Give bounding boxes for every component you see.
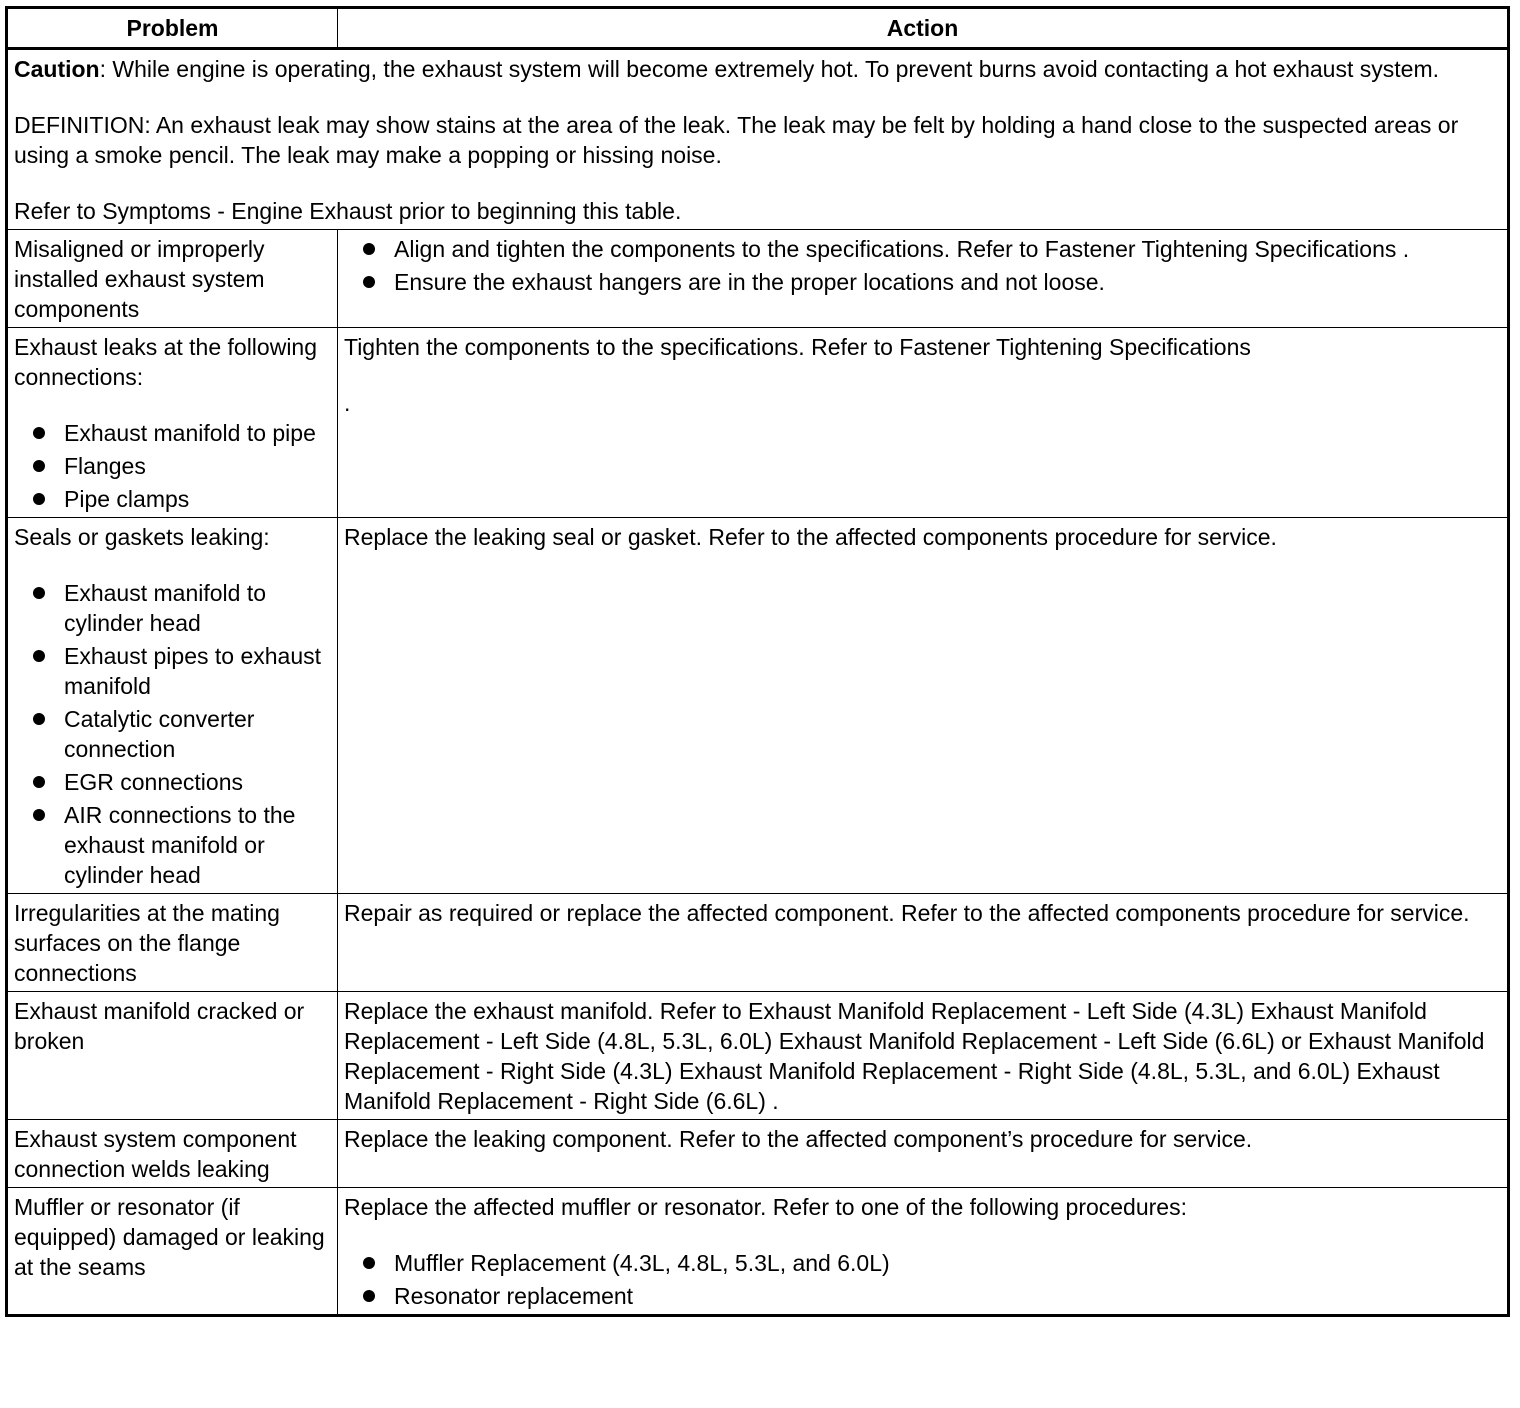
list-item: Exhaust pipes to exhaust manifold — [14, 641, 331, 701]
header-action: Action — [338, 8, 1509, 49]
diagnostic-table — [5, 6, 1510, 1317]
table-row — [7, 1120, 1509, 1188]
action-text: Replace the leaking component. Refer to the affected component’s procedure for service. — [344, 1126, 1253, 1152]
caution-label: Caution — [14, 56, 100, 82]
action-cell — [338, 894, 1509, 992]
action-text: Tighten the components to the specifications. Refer to Fastener Tightening Specifications — [344, 334, 1251, 360]
list-item: Exhaust manifold to cylinder head — [14, 578, 331, 638]
bullet-icon — [363, 276, 375, 288]
action-cell — [338, 1120, 1509, 1188]
list-item: Catalytic converter connection — [14, 704, 331, 764]
list-item: Ensure the exhaust hangers are in the proper locations and not loose. — [344, 267, 1501, 297]
problem-cell — [7, 1120, 338, 1188]
caution-text: : While engine is operating, the exhaust system will become extremely hot. To prevent burns avoid contacting a hot exhaust system. — [99, 56, 1439, 82]
action-cell — [338, 518, 1509, 894]
action-text: Replace the exhaust manifold. Refer to Exhaust Manifold Replacement - Left Side (4.3L) Exhaust Manifold Replacement - Left Side (4.8L, 5.3L, 6.0L) Exhaust Manifold Replacement - Left Side (6.6L) or Exhaust Manifold Replacement - Right Side (4.3L) Exhaust Manifold Replacement - Right Side (4.8L, 5.3L, and 6.0L) Exhaust Manifold Replacement - Right Side (6.6L) . — [344, 998, 1485, 1114]
table-row — [7, 518, 1509, 894]
action-text: Replace the leaking seal or gasket. Refer to the affected components procedure for service. — [344, 524, 1277, 550]
problem-text: Misaligned or improperly installed exhaust system components — [14, 236, 265, 322]
bullet-icon — [33, 650, 45, 662]
problem-text: Seals or gaskets leaking: — [14, 524, 270, 550]
bullet-icon — [363, 1257, 375, 1269]
action-tail: . — [344, 390, 351, 416]
problem-text: Exhaust manifold cracked or broken — [14, 998, 305, 1054]
action-cell — [338, 1188, 1509, 1316]
bullet-icon — [33, 427, 45, 439]
problem-cell — [7, 518, 338, 894]
intro-cell — [7, 49, 1509, 230]
bullet-icon — [363, 243, 375, 255]
definition-paragraph: DEFINITION: An exhaust leak may show stains at the area of the leak. The leak may be felt by holding a hand close to the suspected areas or using a smoke pencil. The leak may make a popping or hissing noise. — [14, 112, 1459, 168]
header-row — [7, 8, 1509, 49]
table-row — [7, 992, 1509, 1120]
list-item: Muffler Replacement (4.3L, 4.8L, 5.3L, and 6.0L) — [344, 1248, 1501, 1278]
table-row — [7, 894, 1509, 992]
header-problem: Problem — [7, 8, 338, 49]
bullet-icon — [363, 1290, 375, 1302]
problem-list — [14, 578, 331, 890]
problem-cell — [7, 230, 338, 328]
list-item: AIR connections to the exhaust manifold or cylinder head — [14, 800, 331, 890]
problem-text: Muffler or resonator (if equipped) damaged or leaking at the seams — [14, 1194, 325, 1280]
action-cell — [338, 230, 1509, 328]
problem-text: Irregularities at the mating surfaces on the flange connections — [14, 900, 280, 986]
problem-text: Exhaust leaks at the following connections: — [14, 334, 318, 390]
bullet-icon — [33, 587, 45, 599]
list-item: Align and tighten the components to the specifications. Refer to Fastener Tightening Specifications . — [344, 234, 1501, 264]
problem-cell — [7, 992, 338, 1120]
problem-text: Exhaust system component connection welds leaking — [14, 1126, 297, 1182]
list-item: Exhaust manifold to pipe — [14, 418, 331, 448]
list-item: Flanges — [14, 451, 331, 481]
problem-cell — [7, 328, 338, 518]
problem-cell — [7, 1188, 338, 1316]
list-item: Resonator replacement — [344, 1281, 1501, 1311]
table-row — [7, 328, 1509, 518]
action-list — [344, 1248, 1501, 1311]
action-text: Replace the affected muffler or resonator. Refer to one of the following procedures: — [344, 1194, 1187, 1220]
table-row — [7, 1188, 1509, 1316]
problem-list — [14, 418, 331, 514]
action-cell — [338, 992, 1509, 1120]
bullet-icon — [33, 776, 45, 788]
bullet-icon — [33, 493, 45, 505]
bullet-icon — [33, 460, 45, 472]
bullet-icon — [33, 713, 45, 725]
action-text: Repair as required or replace the affected component. Refer to the affected components procedure for service. — [344, 900, 1470, 926]
bullet-icon — [33, 809, 45, 821]
action-list — [344, 234, 1501, 297]
caution-paragraph — [14, 54, 1501, 84]
action-cell — [338, 328, 1509, 518]
problem-cell — [7, 894, 338, 992]
refer-paragraph: Refer to Symptoms - Engine Exhaust prior to beginning this table. — [14, 198, 682, 224]
list-item: EGR connections — [14, 767, 331, 797]
intro-row — [7, 49, 1509, 230]
table-row — [7, 230, 1509, 328]
list-item: Pipe clamps — [14, 484, 331, 514]
